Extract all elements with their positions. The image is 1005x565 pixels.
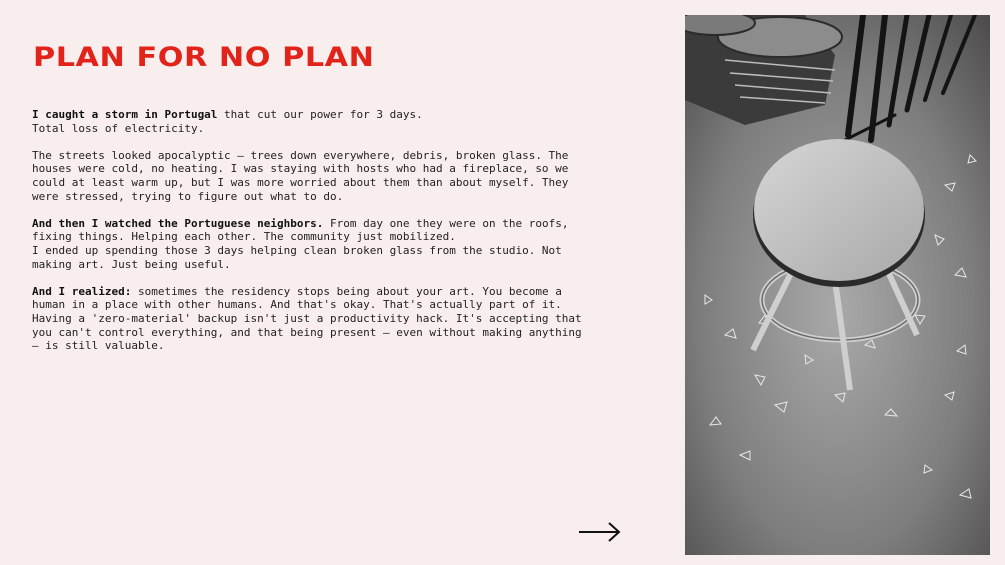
paragraph-streets (32, 149, 592, 203)
paragraph-lead: And I realized: (32, 284, 132, 298)
paragraph-neighbors (32, 217, 592, 271)
paragraph-lead: I caught a storm in Portugal (32, 108, 218, 121)
paragraph-lead: And then I watched the Portuguese neighbors. (32, 216, 324, 230)
paragraph-body: sometimes the residency stops being about your art. You become a human in a place with other humans. And that's okay. That's actually part of it. Having a 'zero-material' backup isn't just a productivity hack. It's accepting that you can't control everything, and that being present — even without making anything — is still valuable. (32, 284, 582, 353)
paragraph-storm (32, 108, 592, 135)
stool-photo (685, 15, 990, 555)
body-text (32, 108, 592, 366)
arrow-right-icon[interactable] (578, 520, 622, 544)
paragraph-body: The streets looked apocalyptic — trees down everywhere, debris, broken glass. The houses were cold, no heating. I was staying with hosts who had a fireplace, so we could at least warm up, but I was more worried about them than about myself. They were stressed, trying to figure out what to do. (32, 148, 576, 203)
stool-seat (753, 139, 925, 287)
paragraph-realized (32, 285, 592, 353)
slide-title: PLAN FOR NO PLAN (33, 42, 375, 73)
paragraph-body: that cut our power for 3 days. Total loss of electricity. (32, 108, 423, 135)
paragraph-body: From day one they were on the roofs, fixing things. Helping each other. The community just mobilized. I ended up spending those 3 days helping clean broken glass from the studio. Not making art. Just being useful. (32, 216, 569, 271)
